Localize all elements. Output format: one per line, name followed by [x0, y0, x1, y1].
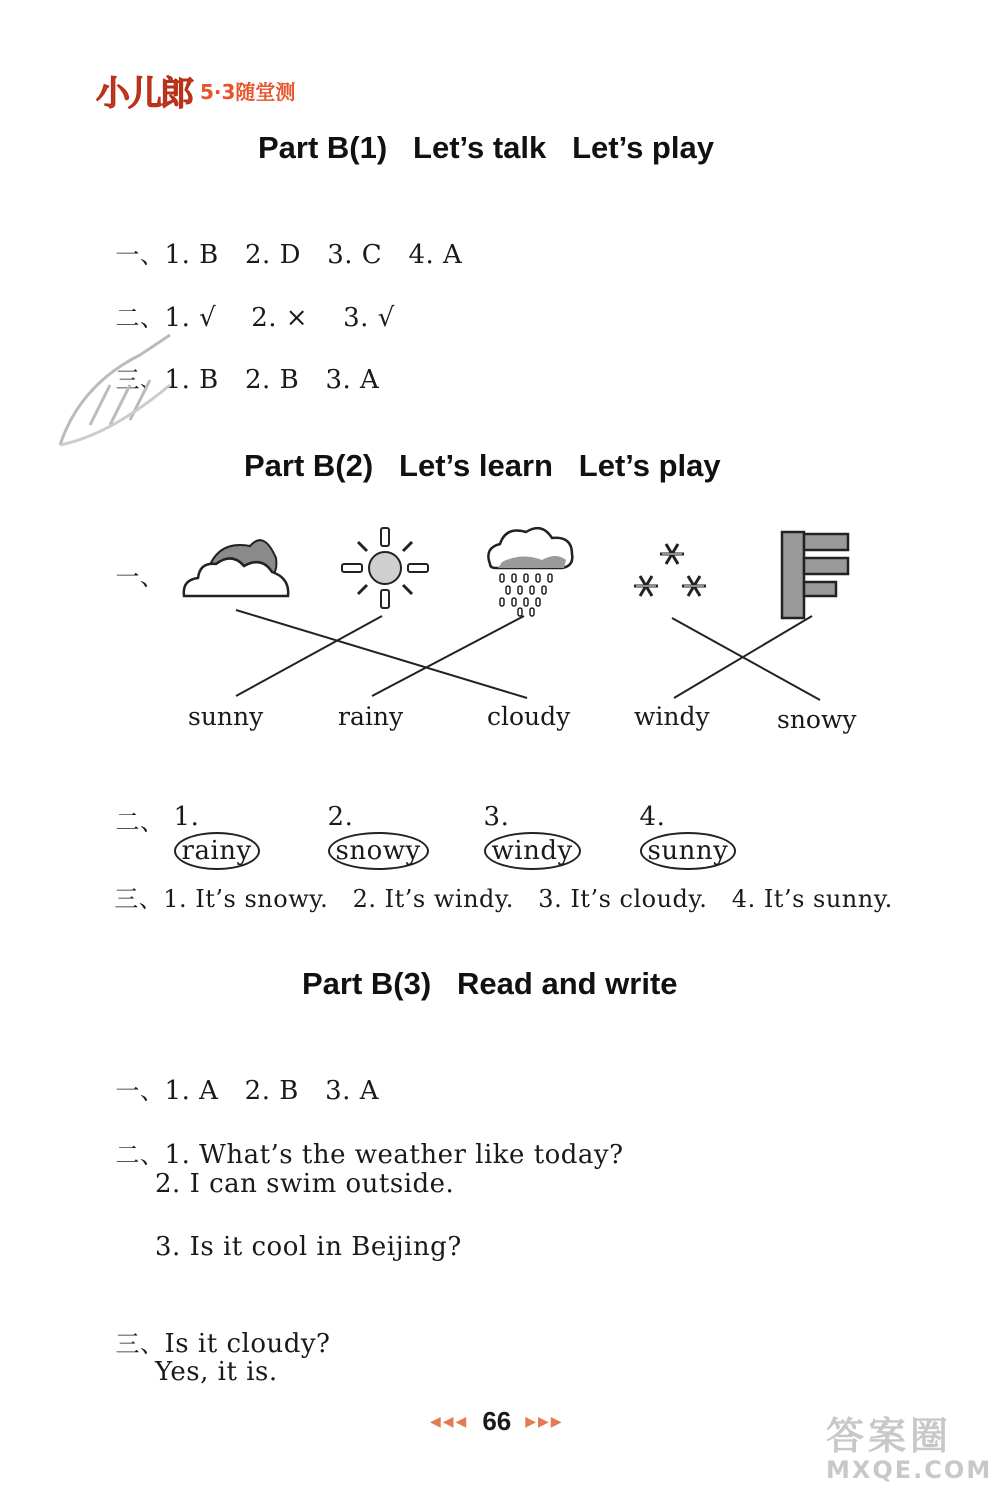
- word-rainy: rainy: [338, 702, 404, 731]
- circled-word: sunny: [640, 832, 737, 870]
- item-number: 1.: [173, 802, 200, 832]
- page-number: 66: [482, 1406, 512, 1436]
- circled-word: rainy: [174, 832, 260, 870]
- snowflakes-icon: [628, 540, 714, 606]
- word-sunny: sunny: [188, 702, 264, 731]
- watermark-logo: 答案圈: [826, 1414, 953, 1458]
- b1-q3-answers: 1. B 2. B 3. A: [164, 365, 380, 395]
- b2-q2-prefix: 二、: [115, 808, 165, 836]
- b2-q1-prefix: 一、: [115, 563, 165, 591]
- match-line-sun-sunny: [236, 616, 382, 696]
- b2-q2: [98, 772, 165, 837]
- match-line-cloud-cloudy: [236, 610, 527, 698]
- b3-q2-prefix: 二、: [115, 1141, 165, 1169]
- b1-q2-prefix: 二、: [115, 304, 165, 332]
- heading-part-b2: Part B(2) Let’s learn Let’s play: [244, 448, 721, 483]
- circled-word: windy: [484, 832, 581, 870]
- b2-q3: [98, 851, 893, 914]
- b1-q2-answers: 1. √ 2. × 3. √: [164, 303, 395, 333]
- b1-q3-prefix: 三、: [115, 366, 165, 394]
- item-number: 4.: [639, 802, 666, 832]
- right-arrows-icon: ▶▶▶: [525, 1413, 564, 1430]
- b3-q3-line-1: Is it cloudy?: [164, 1329, 331, 1359]
- matching-lines: [0, 600, 1000, 710]
- b2-q3-prefix: 三、: [114, 885, 164, 913]
- b3-q1-prefix: 一、: [115, 1077, 165, 1105]
- b2-q1-prefix-row: [98, 527, 165, 592]
- series-name: 5·3随堂测: [200, 79, 296, 104]
- word-snowy: snowy: [777, 705, 857, 734]
- b3-q2: [98, 1105, 624, 1170]
- match-line-snow-snowy: [672, 618, 820, 700]
- b2-q3-answers: 1. It’s snowy. 2. It’s windy. 3. It’s cloudy. 4. It’s sunny.: [163, 885, 893, 913]
- b3-q2-line-3: 3. Is it cool in Beijing?: [155, 1232, 462, 1262]
- left-arrows-icon: ◀◀◀: [430, 1413, 469, 1430]
- brand-logo-text: 小儿郎: [96, 73, 192, 114]
- match-line-rain-rainy: [372, 616, 524, 696]
- cloud-icon: [178, 532, 294, 602]
- brand-logo: [96, 68, 295, 112]
- item-number: 2.: [327, 802, 354, 832]
- b3-q2-line-1: 1. What’s the weather like today?: [164, 1140, 624, 1170]
- heading-part-b3: Part B(3) Read and write: [302, 966, 678, 1001]
- faint-stamp-mark: [50, 315, 190, 455]
- watermark-url: MXQE.COM: [826, 1456, 993, 1484]
- b3-q3-prefix: 三、: [115, 1330, 165, 1358]
- b1-q1-prefix: 一、: [115, 241, 165, 269]
- b3-q1: [98, 1041, 379, 1106]
- word-windy: windy: [634, 702, 710, 731]
- b3-q3: [98, 1294, 330, 1359]
- b1-q1-answers: 1. B 2. D 3. C 4. A: [164, 240, 463, 270]
- word-cloudy: cloudy: [487, 702, 571, 731]
- b3-q1-answers: 1. A 2. B 3. A: [164, 1076, 379, 1106]
- b3-q2-line-2: 2. I can swim outside.: [155, 1169, 455, 1199]
- b1-q1: [98, 205, 462, 270]
- heading-part-b1: Part B(1) Let’s talk Let’s play: [258, 130, 714, 165]
- match-line-wind-windy: [674, 616, 812, 698]
- b3-q3-line-2: Yes, it is.: [155, 1357, 278, 1387]
- circled-word: snowy: [328, 832, 429, 870]
- item-number: 3.: [483, 802, 510, 832]
- page-footer: [430, 1406, 564, 1437]
- sun-icon: [340, 526, 430, 610]
